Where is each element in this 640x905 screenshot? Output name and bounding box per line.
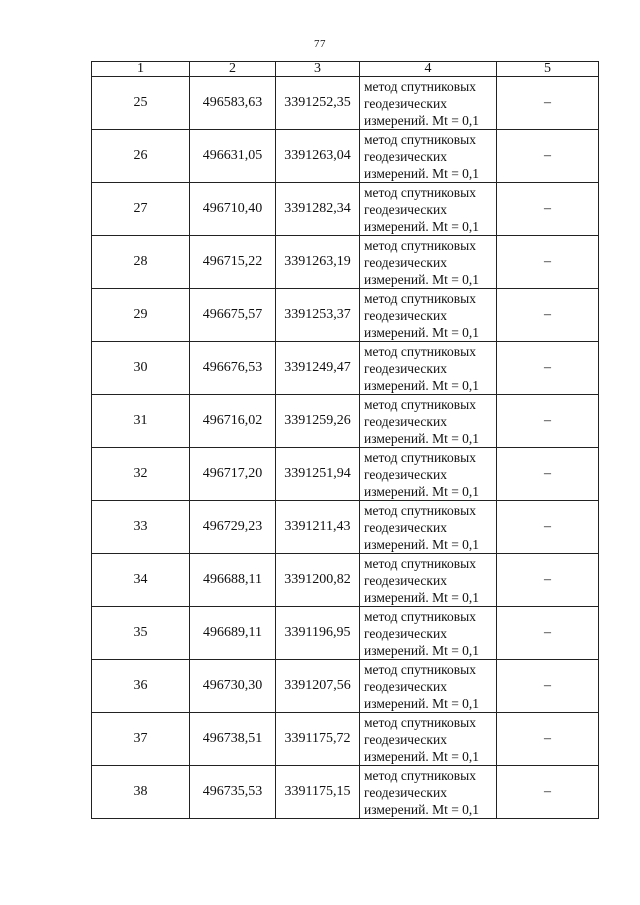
- note-cell: –: [497, 342, 599, 395]
- y-coordinate-cell: 3391251,94: [276, 448, 360, 501]
- method-cell: [360, 660, 497, 713]
- point-number-cell: 37: [92, 713, 190, 766]
- method-cell: [360, 766, 497, 819]
- method-line: метод спутниковых: [364, 343, 476, 359]
- method-cell: [360, 554, 497, 607]
- method-line: метод спутниковых: [364, 290, 476, 306]
- method-line: геодезических: [364, 201, 447, 217]
- y-coordinate-cell: 3391207,56: [276, 660, 360, 713]
- note-cell: –: [497, 395, 599, 448]
- table-row: [92, 660, 599, 713]
- note-cell: –: [497, 554, 599, 607]
- method-line: геодезических: [364, 519, 447, 535]
- method-line: измерений. Mt = 0,1: [364, 218, 480, 234]
- method-line: геодезических: [364, 95, 447, 111]
- point-number-cell: 33: [92, 501, 190, 554]
- method-line: измерений. Mt = 0,1: [364, 589, 480, 605]
- method-line: метод спутниковых: [364, 78, 476, 94]
- x-coordinate-cell: 496689,11: [190, 607, 276, 660]
- method-line: измерений. Mt = 0,1: [364, 324, 480, 340]
- x-coordinate-cell: 496729,23: [190, 501, 276, 554]
- table-row: [92, 289, 599, 342]
- x-coordinate-cell: 496583,63: [190, 77, 276, 130]
- method-line: метод спутниковых: [364, 131, 476, 147]
- method-line: измерений. Mt = 0,1: [364, 801, 480, 817]
- note-cell: –: [497, 501, 599, 554]
- method-line: измерений. Mt = 0,1: [364, 536, 480, 552]
- note-cell: –: [497, 766, 599, 819]
- method-line: измерений. Mt = 0,1: [364, 165, 480, 181]
- note-cell: –: [497, 448, 599, 501]
- method-line: геодезических: [364, 572, 447, 588]
- x-coordinate-cell: 496631,05: [190, 130, 276, 183]
- y-coordinate-cell: 3391196,95: [276, 607, 360, 660]
- header-col-5: 5: [497, 62, 599, 77]
- method-cell: [360, 130, 497, 183]
- method-line: метод спутниковых: [364, 396, 476, 412]
- y-coordinate-cell: 3391252,35: [276, 77, 360, 130]
- table-body: [92, 77, 599, 819]
- method-line: геодезических: [364, 360, 447, 376]
- header-row: [92, 62, 599, 77]
- table-header: [92, 62, 599, 77]
- point-number-cell: 27: [92, 183, 190, 236]
- method-line: геодезических: [364, 784, 447, 800]
- method-line: геодезических: [364, 148, 447, 164]
- page-number: 77: [314, 38, 326, 50]
- table-row: [92, 554, 599, 607]
- y-coordinate-cell: 3391249,47: [276, 342, 360, 395]
- table-row: [92, 607, 599, 660]
- table-row: [92, 236, 599, 289]
- table-row: [92, 395, 599, 448]
- method-cell: [360, 183, 497, 236]
- note-cell: –: [497, 77, 599, 130]
- method-line: измерений. Mt = 0,1: [364, 748, 480, 764]
- method-line: измерений. Mt = 0,1: [364, 642, 480, 658]
- method-line: геодезических: [364, 731, 447, 747]
- x-coordinate-cell: 496716,02: [190, 395, 276, 448]
- table-row: [92, 713, 599, 766]
- y-coordinate-cell: 3391259,26: [276, 395, 360, 448]
- note-cell: –: [497, 236, 599, 289]
- x-coordinate-cell: 496730,30: [190, 660, 276, 713]
- point-number-cell: 26: [92, 130, 190, 183]
- table-row: [92, 501, 599, 554]
- table-row: [92, 448, 599, 501]
- point-number-cell: 36: [92, 660, 190, 713]
- table-row: [92, 183, 599, 236]
- method-line: метод спутниковых: [364, 502, 476, 518]
- point-number-cell: 28: [92, 236, 190, 289]
- method-line: метод спутниковых: [364, 661, 476, 677]
- y-coordinate-cell: 3391200,82: [276, 554, 360, 607]
- method-line: измерений. Mt = 0,1: [364, 695, 480, 711]
- point-number-cell: 38: [92, 766, 190, 819]
- method-line: измерений. Mt = 0,1: [364, 377, 480, 393]
- point-number-cell: 30: [92, 342, 190, 395]
- table-row: [92, 342, 599, 395]
- y-coordinate-cell: 3391282,34: [276, 183, 360, 236]
- x-coordinate-cell: 496676,53: [190, 342, 276, 395]
- method-line: метод спутниковых: [364, 184, 476, 200]
- method-line: метод спутниковых: [364, 714, 476, 730]
- method-line: метод спутниковых: [364, 237, 476, 253]
- method-cell: [360, 713, 497, 766]
- note-cell: –: [497, 183, 599, 236]
- header-col-3: 3: [276, 62, 360, 77]
- method-line: геодезических: [364, 307, 447, 323]
- method-line: измерений. Mt = 0,1: [364, 483, 480, 499]
- method-line: геодезических: [364, 678, 447, 694]
- method-cell: [360, 395, 497, 448]
- point-number-cell: 25: [92, 77, 190, 130]
- header-col-4: 4: [360, 62, 497, 77]
- method-line: измерений. Mt = 0,1: [364, 112, 480, 128]
- table-row: [92, 77, 599, 130]
- header-col-2: 2: [190, 62, 276, 77]
- y-coordinate-cell: 3391211,43: [276, 501, 360, 554]
- x-coordinate-cell: 496710,40: [190, 183, 276, 236]
- method-line: геодезических: [364, 466, 447, 482]
- method-line: измерений. Mt = 0,1: [364, 271, 480, 287]
- y-coordinate-cell: 3391263,04: [276, 130, 360, 183]
- header-col-1: 1: [92, 62, 190, 77]
- y-coordinate-cell: 3391175,15: [276, 766, 360, 819]
- note-cell: –: [497, 713, 599, 766]
- point-number-cell: 32: [92, 448, 190, 501]
- coordinates-table: [91, 61, 599, 819]
- x-coordinate-cell: 496715,22: [190, 236, 276, 289]
- note-cell: –: [497, 607, 599, 660]
- note-cell: –: [497, 130, 599, 183]
- method-line: метод спутниковых: [364, 608, 476, 624]
- method-cell: [360, 501, 497, 554]
- y-coordinate-cell: 3391175,72: [276, 713, 360, 766]
- point-number-cell: 29: [92, 289, 190, 342]
- method-line: метод спутниковых: [364, 767, 476, 783]
- x-coordinate-cell: 496717,20: [190, 448, 276, 501]
- method-cell: [360, 289, 497, 342]
- x-coordinate-cell: 496735,53: [190, 766, 276, 819]
- point-number-cell: 34: [92, 554, 190, 607]
- point-number-cell: 31: [92, 395, 190, 448]
- table-row: [92, 130, 599, 183]
- point-number-cell: 35: [92, 607, 190, 660]
- note-cell: –: [497, 289, 599, 342]
- method-cell: [360, 236, 497, 289]
- table-row: [92, 766, 599, 819]
- method-cell: [360, 342, 497, 395]
- method-line: геодезических: [364, 254, 447, 270]
- method-cell: [360, 77, 497, 130]
- y-coordinate-cell: 3391253,37: [276, 289, 360, 342]
- note-cell: –: [497, 660, 599, 713]
- method-line: измерений. Mt = 0,1: [364, 430, 480, 446]
- method-line: геодезических: [364, 413, 447, 429]
- method-line: геодезических: [364, 625, 447, 641]
- x-coordinate-cell: 496688,11: [190, 554, 276, 607]
- method-cell: [360, 607, 497, 660]
- x-coordinate-cell: 496738,51: [190, 713, 276, 766]
- method-line: метод спутниковых: [364, 555, 476, 571]
- x-coordinate-cell: 496675,57: [190, 289, 276, 342]
- method-cell: [360, 448, 497, 501]
- method-line: метод спутниковых: [364, 449, 476, 465]
- y-coordinate-cell: 3391263,19: [276, 236, 360, 289]
